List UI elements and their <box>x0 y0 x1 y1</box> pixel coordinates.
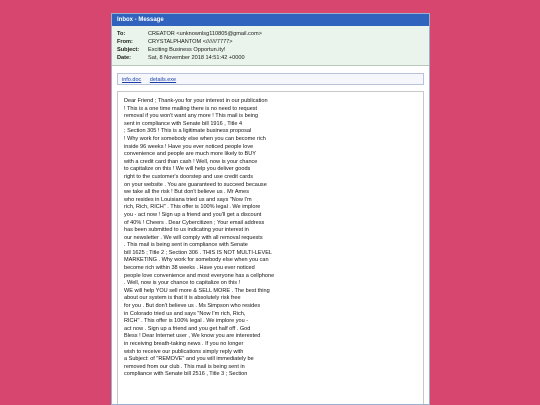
attachment-link[interactable]: details.exe <box>149 77 177 83</box>
body-line: we take all the risk ! But don't believe us . Mr Ames <box>124 189 249 196</box>
body-line: WE will help YOU sell more & SELL MORE . The best thing <box>124 287 270 294</box>
to-label: To: <box>117 31 126 37</box>
from-row <box>117 38 425 46</box>
body-line: in Colorado tried us and says "Now I'm rich, Rich, <box>124 310 246 317</box>
body-line: ! Why work for somebody else when you can become rich <box>124 135 266 142</box>
body-line: become rich within 38 weeks . Have you ever noticed <box>124 265 255 272</box>
body-line: . Well, now is your chance to capitalize on this ! <box>124 280 241 287</box>
date-label: Date: <box>117 55 131 61</box>
body-line: wish to receive our publications simply reply with <box>124 348 244 355</box>
body-line: about our system is that it is absolutely risk free <box>124 295 241 302</box>
body-line: to capitalize on this ! We will help you deliver goods <box>124 166 251 173</box>
body-line: for you . But don't believe us . Ms Simpson who resides <box>124 303 261 310</box>
to-value: CREATOR <unknownlsg110805@gmail.com> <box>148 31 262 37</box>
body-line: has been submitted to us indicating your interest in <box>124 227 249 234</box>
subject-row <box>117 46 425 54</box>
window-title: Inbox - Message <box>112 14 429 26</box>
message-body-text <box>124 98 417 379</box>
body-line: right to the customer's doorstep and use credit cards <box>124 173 254 180</box>
body-line: Dear Friend ; Thank-you for your interest in our publication <box>124 98 268 104</box>
to-row <box>117 30 425 38</box>
body-line: removal if you won't want any more ! This mail is being <box>124 113 259 120</box>
attachments-bar <box>117 73 424 85</box>
body-line: a Subject: of "REMOVE" and you will immediately be <box>124 356 254 363</box>
body-line: convenience and people are much more likely to BUY <box>124 151 256 158</box>
body-line: MARKETING . Why work for somebody else when you can <box>124 257 269 264</box>
body-line: . This mail is being sent in compliance with Senate <box>124 242 248 249</box>
body-line: who resides in Louisiana tried us and says "Now I'm <box>124 196 252 203</box>
from-label: From: <box>117 39 133 45</box>
body-line: of 40% ! Cheers . Dear Cybercitizen ; Your email address <box>124 219 265 226</box>
body-line: rich, Rich, RICH" . This offer is 100% legal . We implore <box>124 204 261 211</box>
body-line: inside 96 weeks ! Have you ever noticed people love <box>124 143 254 150</box>
date-row <box>117 54 425 62</box>
body-line: act now . Sign up a friend and you get half off . God <box>124 325 251 332</box>
from-value: CRYSTALPHANTOM <///////7777> <box>148 39 233 45</box>
body-line: you - act now ! Sign up a friend and you'll get a discount <box>124 211 262 218</box>
body-line: with a credit card than cash ! Well, now is your chance <box>124 158 258 165</box>
message-body <box>117 91 424 405</box>
body-line: our newsletter . We will comply with all removal requests <box>124 234 263 241</box>
message-window <box>111 13 430 405</box>
body-line: ! This is a one time mailing there is no need to request <box>124 105 258 112</box>
message-header <box>112 26 429 66</box>
body-line: RICH" . This offer is 100% legal . We implore you - <box>124 318 249 325</box>
body-line: bill 1625 ; Title 2 ; Section 306 . THIS IS NOT MULTI-LEVEL <box>124 249 272 256</box>
attachment-link[interactable]: info.doc <box>122 77 142 83</box>
subject-value: Exciting Business Opportun.ity! <box>148 47 226 53</box>
subject-label: Subject: <box>117 47 140 53</box>
body-line: in receiving breath-taking news . If you no longer <box>124 341 244 347</box>
body-line: compliance with Senate bill 2516 , Title 3 ; Section <box>124 371 248 378</box>
body-line: sent in compliance with Senate bill 1916 , Title 4 <box>124 120 243 127</box>
body-line: Bless ! Dear Internet user , We know you are interested <box>124 333 261 340</box>
body-line: people love convenience and most everyone has a cellphone <box>124 272 275 279</box>
body-line: removed from our club . This mail is being sent in <box>124 363 245 370</box>
body-line: ; Section 305 ! This is a ligitimate business proposal <box>124 128 252 135</box>
date-value: Sat, 8 November 2018 14:51:42 +0000 <box>148 55 245 61</box>
body-line: on your website . You are guaranteed to succeed because <box>124 181 267 188</box>
